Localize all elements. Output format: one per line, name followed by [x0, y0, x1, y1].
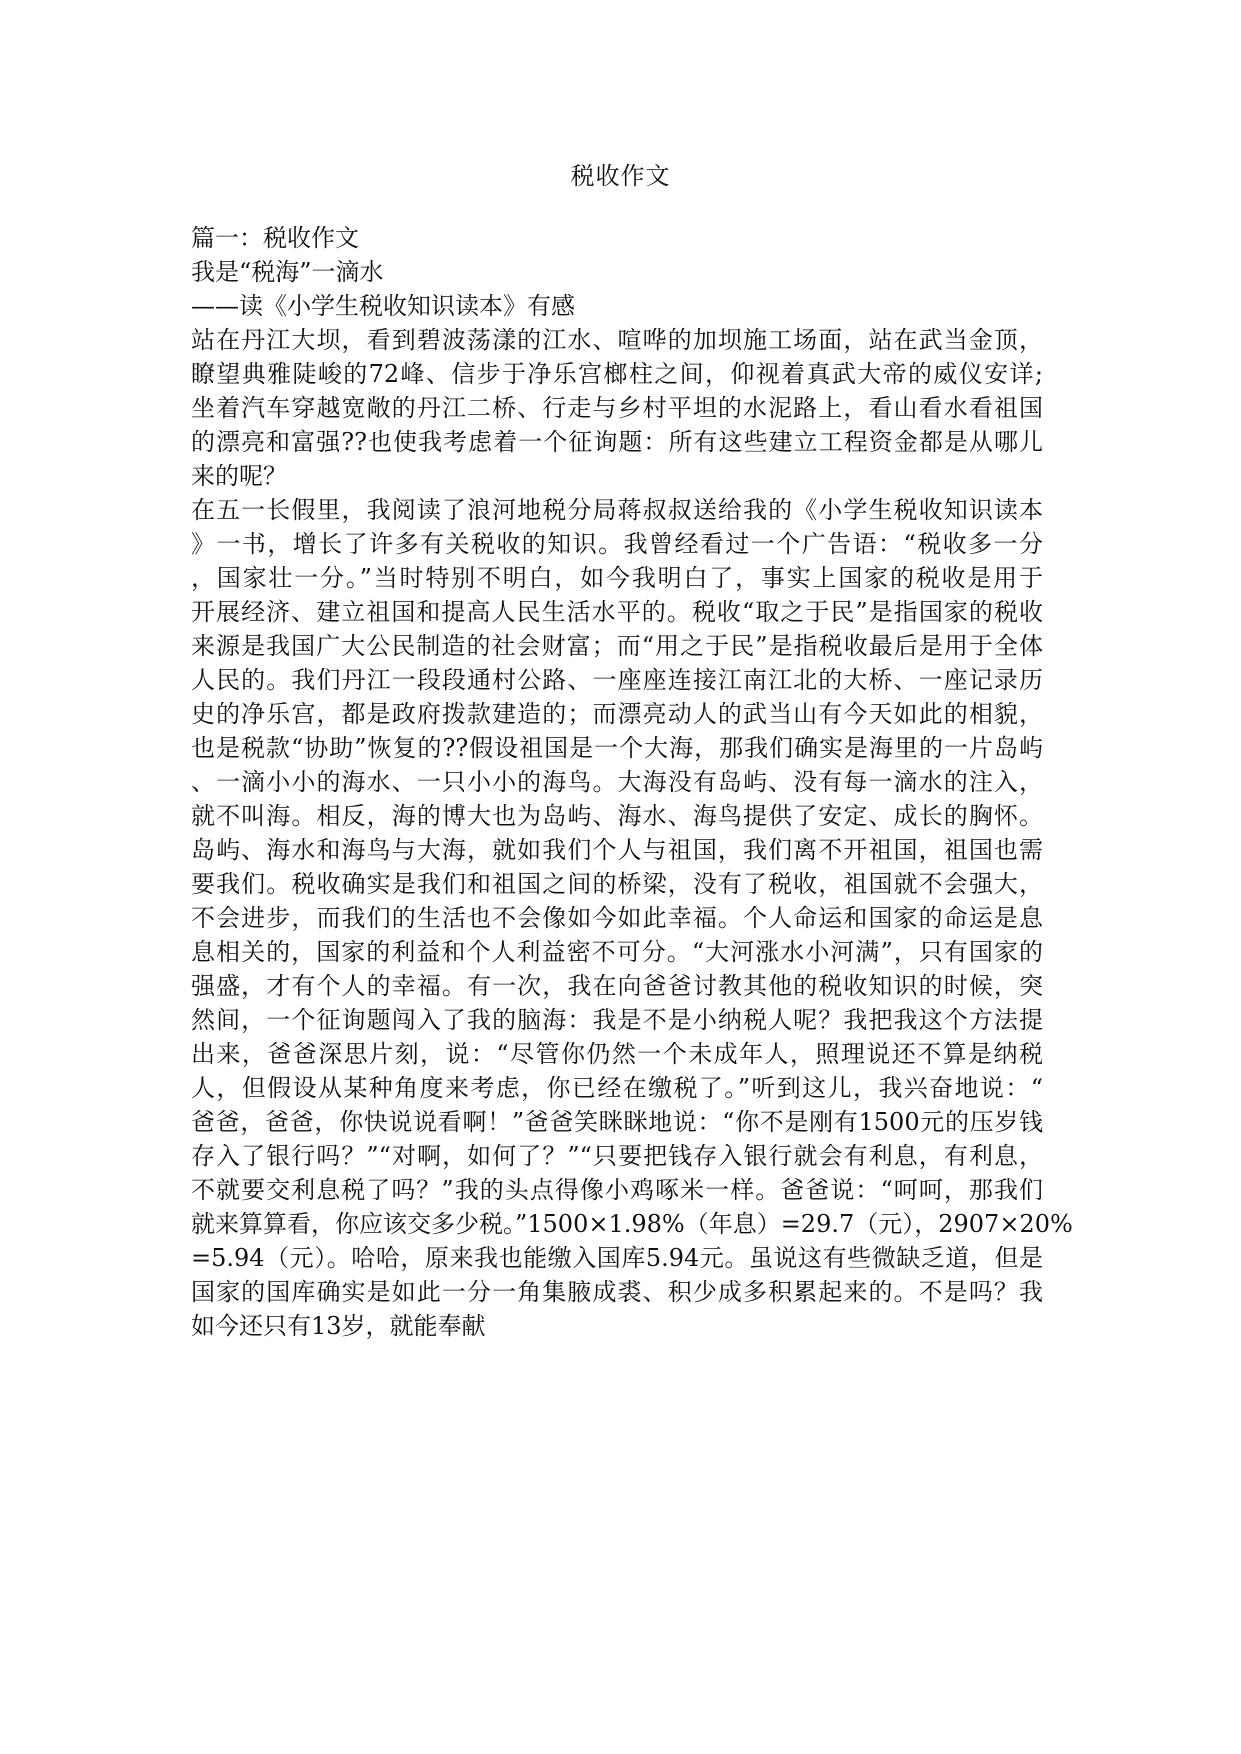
paragraph-line: 然间，一个征询题闯入了我的脑海：我是不是小纳税人呢？我把我这个方法提 — [191, 1006, 1043, 1034]
paragraph-line: 、一滴小小的海水、一只小小的海鸟。大海没有岛屿、没有每一滴水的注入， — [191, 768, 1043, 796]
page-title: 税收作文 — [570, 162, 671, 190]
paragraph-line: 人民的。我们丹江一段段通村公路、一座座连接江南江北的大桥、一座记录历 — [191, 666, 1043, 694]
paragraph-line: 就不叫海。相反，海的博大也为岛屿、海水、海鸟提供了安定、成长的胸怀。 — [191, 802, 1043, 830]
paragraph-line: ，国家壮一分。”当时特别不明白，如今我明白了，事实上国家的税收是用于 — [191, 564, 1043, 592]
paragraph-line: 国家的国库确实是如此一分一角集腋成裘、积少成多积累起来的。不是吗？我 — [191, 1278, 1043, 1306]
paragraph-line: 要我们。税收确实是我们和祖国之间的桥梁，没有了税收，祖国就不会强大， — [191, 870, 1043, 898]
paragraph-line: 在五一长假里，我阅读了浪河地税分局蒋叔叔送给我的《小学生税收知识读本 — [191, 496, 1043, 524]
paragraph-line: 》一书，增长了许多有关税收的知识。我曾经看过一个广告语：“税收多一分 — [191, 530, 1043, 558]
paragraph-line: =5.94（元）。哈哈，原来我也能缴入国库5.94元。虽说这有些微缺乏道，但是 — [191, 1244, 1043, 1272]
paragraph-line: 强盛，才有个人的幸福。有一次，我在向爸爸讨教其他的税收知识的时候，突 — [191, 972, 1043, 1000]
paragraph-line: 人，但假设从某种角度来考虑，你已经在缴税了。”听到这儿，我兴奋地说：“ — [191, 1074, 1043, 1102]
document-body — [191, 221, 1071, 1343]
paragraph-line: 站在丹江大坝，看到碧波荡漾的江水、喧哗的加坝施工场面，站在武当金顶， — [191, 326, 1043, 354]
paragraph-line: 开展经济、建立祖国和提高人民生活水平的。税收“取之于民”是指国家的税收 — [191, 598, 1043, 626]
paragraph-line: 就来算算看，你应该交多少税。”1500×1.98%（年息）=29.7（元），2907×20% — [191, 1210, 1073, 1238]
paragraph-line: 不会进步，而我们的生活也不会像如今如此幸福。个人命运和国家的命运是息 — [191, 904, 1043, 932]
paragraph-line: 坐着汽车穿越宽敞的丹江二桥、行走与乡村平坦的水泥路上，看山看水看祖国 — [191, 394, 1043, 422]
paragraph-line: 瞭望典雅陡峻的72峰、信步于净乐宫榔柱之间，仰视着真武大帝的威仪安详; — [191, 360, 1043, 388]
paragraph-line: 的漂亮和富强??也使我考虑着一个征询题：所有这些建立工程资金都是从哪儿 — [191, 428, 1043, 456]
paragraph-line: 史的净乐宫，都是政府拨款建造的；而漂亮动人的武当山有今天如此的相貌， — [191, 700, 1043, 728]
paragraph-line: 来的呢？ — [191, 462, 287, 490]
paragraph-line: 岛屿、海水和海鸟与大海，就如我们个人与祖国，我们离不开祖国，祖国也需 — [191, 836, 1043, 864]
paragraph-line: 如今还只有13岁，就能奉献 — [191, 1312, 486, 1340]
essay-title: 我是“税海”一滴水 — [191, 258, 384, 286]
essay-subtitle: ——读《小学生税收知识读本》有感 — [191, 292, 575, 320]
paragraph-line: 也是税款“协助”恢复的??假设祖国是一个大海，那我们确实是海里的一片岛屿 — [191, 734, 1043, 762]
paragraph-line: 来源是我国广大公民制造的社会财富；而“用之于民”是指税收最后是用于全体 — [191, 632, 1043, 660]
paragraph-line: 爸爸，爸爸，你快说说看啊！”爸爸笑眯眯地说：“你不是刚有1500元的压岁钱 — [191, 1108, 1043, 1136]
paragraph-line: 息相关的，国家的利益和个人利益密不可分。“大河涨水小河满”，只有国家的 — [191, 938, 1043, 966]
paragraph-line: 存入了银行吗？”“对啊，如何了？”“只要把钱存入银行就会有利息，有利息， — [191, 1142, 1043, 1170]
paragraph-line: 出来，爸爸深思片刻，说：“尽管你仍然一个未成年人，照理说还不算是纳税 — [191, 1040, 1043, 1068]
section-heading: 篇一：税收作文 — [191, 224, 359, 252]
paragraph-line: 不就要交利息税了吗？”我的头点得像小鸡啄米一样。爸爸说：“呵呵，那我们 — [191, 1176, 1043, 1204]
